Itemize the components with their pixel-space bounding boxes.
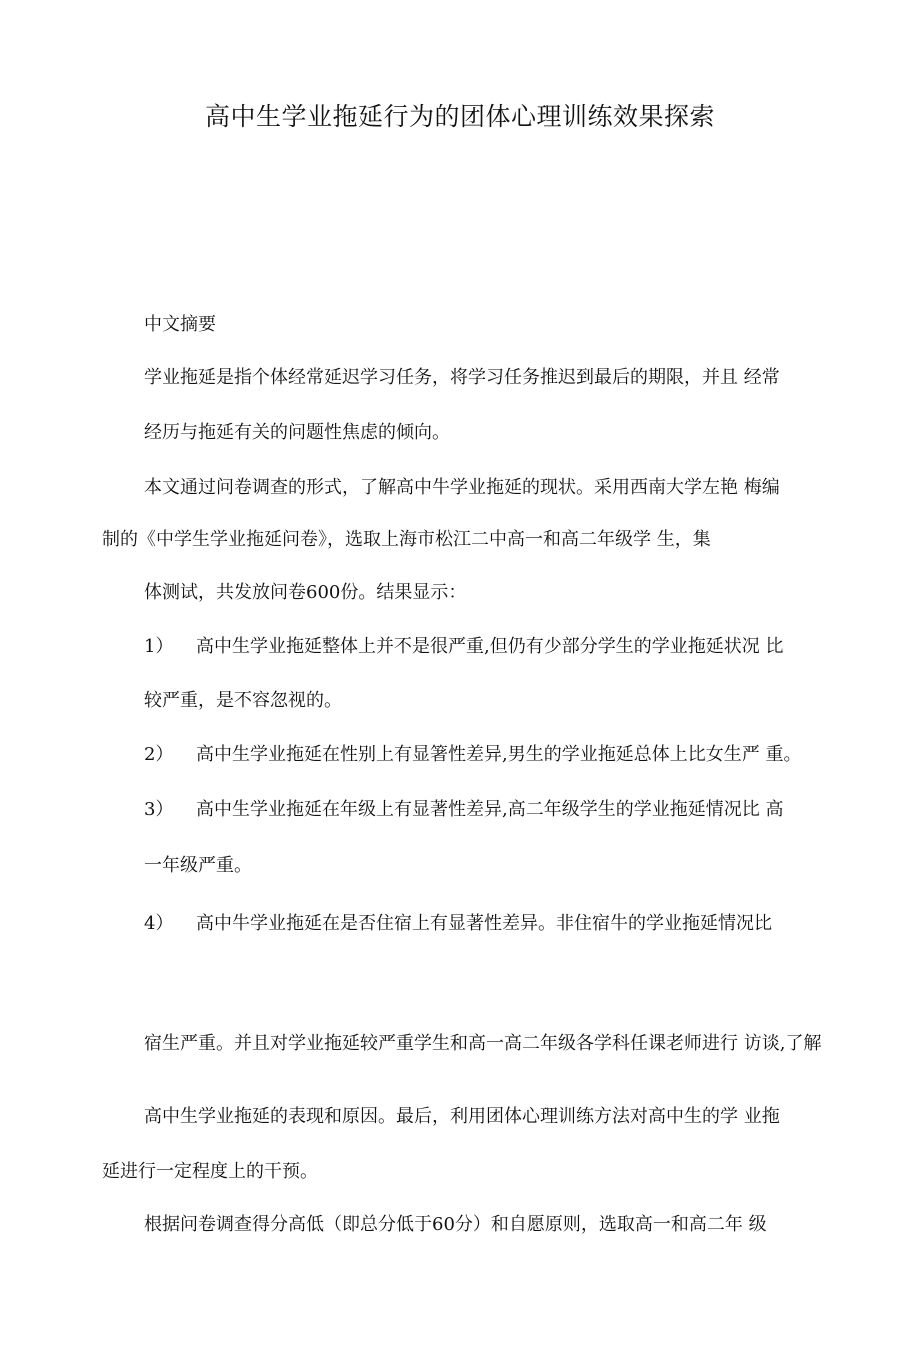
paragraph-line: 体测试，共发放问卷600份。结果显示： [144,582,467,603]
paragraph-line: 根据问卷调查得分高低（即总分低于60分）和自愿原则，选取高一和高二年 级 [144,1214,767,1235]
document-title: 高中生学业拖延行为的团体心理训练效果探索 [204,102,715,131]
paragraph-line: 延进行一定程度上的干预。 [102,1161,318,1182]
result-number: 3） [144,799,174,820]
result-continuation: 较严重，是不容忽视的。 [144,690,342,711]
result-item [144,912,772,936]
result-text: 高中生学业拖延在性别上有显箸性差异,男生的学业拖延总体上比女生严 重。 [196,744,802,765]
result-text: 高中生学业拖延在年级上有显著性差异,高二年级学生的学业拖延情况比 高 [196,799,784,820]
paragraph-line: 宿生严重。并且对学业拖延较严重学生和高一高二年级各学科任课老师进行 访谈,了解 [144,1033,822,1054]
paragraph-line: 经历与拖延有关的问题性焦虑的倾向。 [144,422,450,443]
result-item [144,798,783,822]
result-number: 1） [144,636,174,657]
result-text: 高中生学业拖延整体上并不是很严重,但仍有少部分学生的学业拖延状况 比 [196,636,784,657]
result-text: 高中牛学业拖延在是否住宿上有显著性差异。非住宿牛的学业拖延情况比 [196,913,772,934]
result-item [144,743,801,767]
result-number: 2） [144,744,174,765]
abstract-heading: 中文摘要 [144,314,216,335]
paragraph-line: 本文通过问卷调查的形式，了解高中牛学业拖延的现状。采用西南大学左艳 梅编 [144,477,780,498]
paragraph-line: 学业拖延是指个体经常延迟学习任务，将学习任务推迟到最后的期限，并且 经常 [144,367,780,388]
paragraph-line: 制的《中学生学业拖延问卷》，选取上海市松江二中高一和高二年级学 生，集 [102,529,711,550]
result-continuation: 一年级严重。 [144,855,252,876]
result-item [144,635,783,659]
result-number: 4） [144,913,174,934]
paragraph-line: 高中生学业拖延的表现和原因。最后，利用团体心理训练方法对高中生的学 业拖 [144,1106,780,1127]
